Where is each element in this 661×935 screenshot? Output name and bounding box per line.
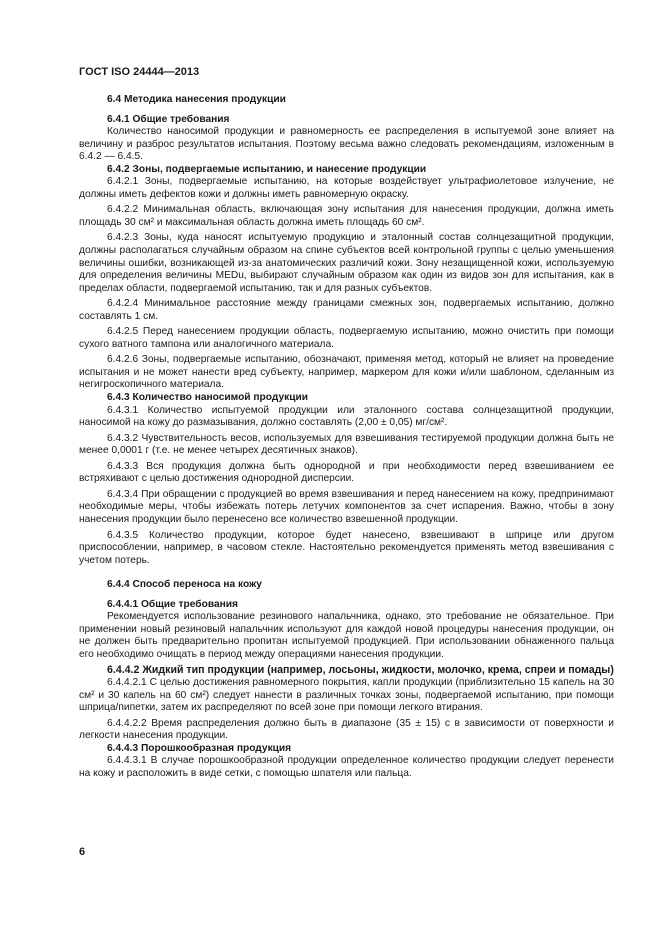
section-heading: 6.4.3 Количество наносимой продукции bbox=[107, 392, 309, 404]
paragraph: 6.4.3.3 Вся продукция должна быть однородной и при необходимости перед взвешиванием ее встряхивают с целью достижения однородной дисперсии. bbox=[79, 460, 614, 485]
paragraph: Рекомендуется использование резинового напальчника, однако, это требование не обязательное. При применении новый резиновый напальчник используют для каждой новой процедуры нанесения продукции, он не должен быть предварительно пропитан испытуемой продукцией. При использовании обнаженного пальца его необходимо очищать в период между операциями нанесения продукции. bbox=[79, 611, 614, 660]
paragraph: 6.4.3.1 Количество испытуемой продукции или эталонного состава солнцезащитной продукции, наносимой на кожу до размазывания, должно составлять (2,00 ± 0,05) мг/см². bbox=[79, 404, 614, 429]
document-header: ГОСТ ISO 24444—2013 bbox=[79, 66, 200, 78]
document-body bbox=[79, 94, 614, 780]
section-heading: 6.4.4 Способ переноса на кожу bbox=[107, 579, 262, 591]
section-heading: 6.4.4.2 Жидкий тип продукции (например, лосьоны, жидкости, молочко, крема, спреи и помады) bbox=[107, 664, 614, 677]
paragraph: 6.4.3.2 Чувствительность весов, используемых для взвешивания тестируемой продукции должна быть не менее 0,0001 г (т.е. не менее четырех десятичных знаков). bbox=[79, 432, 614, 457]
section-heading: 6.4.2 Зоны, подвергаемые испытанию, и нанесение продукции bbox=[107, 163, 427, 175]
paragraph: 6.4.4.2.1 С целью достижения равномерного покрытия, капли продукции (приблизительно 15 капель на 30 см² и 30 капель на 60 см²) следует нанести в различных точках зоны, подвергаемой испытанию, при помощи шприца/пипетки, затем их распределяют по всей зоне при помощи легкого втирания. bbox=[79, 676, 614, 714]
paragraph: 6.4.2.6 Зоны, подвергаемые испытанию, обозначают, применяя метод, который не влияет на проведение испытания и не может нанести вред субъекту, например, маркером для кожи и/или шаблоном, сделанным из негигроскопичного материала. bbox=[79, 354, 614, 391]
paragraph: Количество наносимой продукции и равномерность ее распределения в испытуемой зоне влияет на величину и разброс результатов испытания. Поэтому весьма важно следовать рекомендациям, изложенным в 6.4.2 — 6.4.5. bbox=[79, 126, 614, 163]
section-heading: 6.4 Методика нанесения продукции bbox=[107, 94, 286, 105]
paragraph: 6.4.4.2.2 Время распределения должно быть в диапазоне (35 ± 15) с в зависимости от поверхности и легкости нанесения продукции. bbox=[79, 717, 614, 742]
page-number: 6 bbox=[79, 846, 86, 858]
section-heading: 6.4.4.1 Общие требования bbox=[107, 598, 238, 610]
paragraph: 6.4.4.3.1 В случае порошкообразной продукции определенное количество продукции следует перенести на кожу и расположить в виде сетки, с помощью шпателя или пальца. bbox=[79, 755, 614, 779]
section-heading: 6.4.4.3 Порошкообразная продукция bbox=[107, 742, 292, 754]
paragraph: 6.4.2.1 Зоны, подвергаемые испытанию, на которые воздействует ультрафиолетовое излучение, не должны иметь дефектов кожи и должны иметь равномерную окраску. bbox=[79, 176, 614, 200]
section-heading: 6.4.1 Общие требования bbox=[107, 113, 230, 125]
paragraph: 6.4.3.4 При обращении с продукцией во время взвешивания и перед нанесением на кожу, предпринимают необходимые меры, чтобы избежать потерь летучих компонентов за счет испарения. Важно, чтобы в зону нанесения продукции было перенесено все количество взвешенной продукции. bbox=[79, 488, 614, 525]
paragraph: 6.4.2.2 Минимальная область, включающая зону испытания для нанесения продукции, должна иметь площадь 30 см² и максимальная область должна иметь площадь 60 см². bbox=[79, 204, 614, 228]
paragraph: 6.4.2.3 Зоны, куда наносят испытуемую продукцию и эталонный состав солнцезащитной продукции, должны располагаться случайным образом на спине субъектов всей контрольной группы с целью уменьшения величины ошибки, возникающей из-за анатомических различий кожи. Зону незащищенной кожи, используемую для определения величины MEDu, выбирают случайным образом как один из видов зон для испытания, как в пределах области, подвергаемой испытанию, так и для разных субъектов. bbox=[79, 232, 614, 294]
paragraph: 6.4.2.5 Перед нанесением продукции область, подвергаемую испытанию, можно очистить при помощи сухого ватного тампона или аналогичного материала. bbox=[79, 326, 614, 350]
paragraph: 6.4.3.5 Количество продукции, которое будет нанесено, взвешивают в шприце или другом приспособлении, например, в часовом стекле. Настоятельно рекомендуется применять метод взвешивания с учетом потерь. bbox=[79, 529, 614, 566]
paragraph: 6.4.2.4 Минимальное расстояние между границами смежных зон, подвергаемых испытанию, должно составлять 1 см. bbox=[79, 298, 614, 322]
